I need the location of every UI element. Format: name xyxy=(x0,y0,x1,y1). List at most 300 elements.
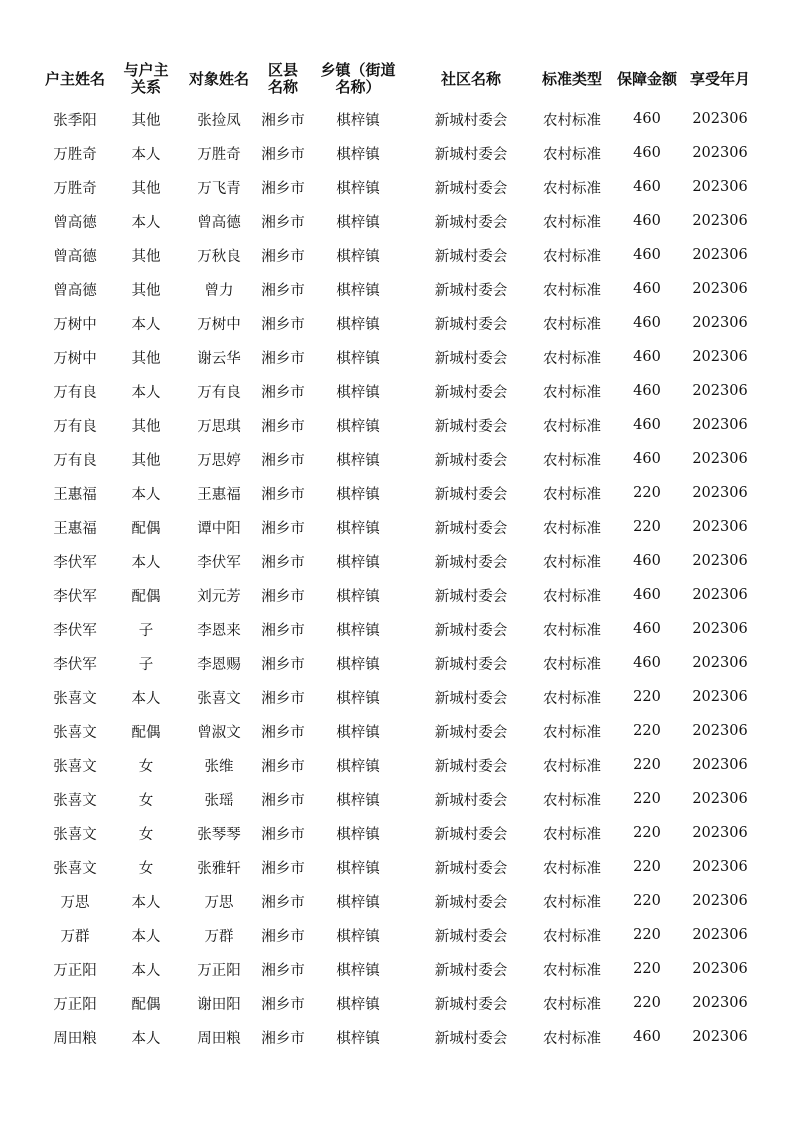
amount-cell: 220 xyxy=(633,825,661,841)
header-row xyxy=(37,56,757,102)
county-cell: 湘乡市 xyxy=(261,622,305,639)
householder-cell: 张喜文 xyxy=(53,826,97,843)
amount-cell: 220 xyxy=(633,859,661,875)
header-recipient: 对象姓名 xyxy=(188,69,249,88)
table-row xyxy=(37,850,757,884)
community-cell: 新城村委会 xyxy=(434,758,508,775)
amount-cell: 220 xyxy=(633,961,661,977)
relation-cell: 配偶 xyxy=(131,520,161,537)
householder-cell: 张喜文 xyxy=(53,792,97,809)
town-cell: 棋梓镇 xyxy=(336,962,380,979)
table-row xyxy=(37,714,757,748)
community-cell: 新城村委会 xyxy=(434,792,508,809)
standard-cell: 农村标准 xyxy=(543,384,601,401)
relation-cell: 其他 xyxy=(131,180,161,197)
table-row xyxy=(37,680,757,714)
householder-cell: 曾高德 xyxy=(53,282,97,299)
town-cell: 棋梓镇 xyxy=(336,724,380,741)
relation-cell: 其他 xyxy=(131,248,161,265)
table-row xyxy=(37,204,757,238)
householder-cell: 万有良 xyxy=(53,384,97,401)
amount-cell: 460 xyxy=(633,315,661,331)
standard-cell: 农村标准 xyxy=(543,758,601,775)
county-cell: 湘乡市 xyxy=(261,350,305,367)
county-cell: 湘乡市 xyxy=(261,520,305,537)
town-cell: 棋梓镇 xyxy=(336,1030,380,1047)
community-cell: 新城村委会 xyxy=(434,452,508,469)
community-cell: 新城村委会 xyxy=(434,554,508,571)
town-cell: 棋梓镇 xyxy=(336,384,380,401)
county-cell: 湘乡市 xyxy=(261,384,305,401)
town-cell: 棋梓镇 xyxy=(336,860,380,877)
community-cell: 新城村委会 xyxy=(434,384,508,401)
table-row xyxy=(37,476,757,510)
recipient-cell: 刘元芳 xyxy=(197,588,241,605)
town-cell: 棋梓镇 xyxy=(336,690,380,707)
householder-cell: 万有良 xyxy=(53,452,97,469)
table-row xyxy=(37,408,757,442)
householder-cell: 张季阳 xyxy=(53,112,97,129)
amount-cell: 460 xyxy=(633,383,661,399)
table-row xyxy=(37,918,757,952)
community-cell: 新城村委会 xyxy=(434,622,508,639)
county-cell: 湘乡市 xyxy=(261,452,305,469)
county-cell: 湘乡市 xyxy=(261,690,305,707)
standard-cell: 农村标准 xyxy=(543,690,601,707)
community-cell: 新城村委会 xyxy=(434,996,508,1013)
relation-cell: 其他 xyxy=(131,282,161,299)
period-cell: 202306 xyxy=(692,451,748,467)
relation-cell: 本人 xyxy=(131,690,161,707)
standard-cell: 农村标准 xyxy=(543,350,601,367)
period-cell: 202306 xyxy=(692,179,748,195)
table-row xyxy=(37,340,757,374)
amount-cell: 220 xyxy=(633,723,661,739)
recipient-cell: 万胜奇 xyxy=(197,146,241,163)
town-cell: 棋梓镇 xyxy=(336,214,380,231)
standard-cell: 农村标准 xyxy=(543,860,601,877)
assistance-roster-table xyxy=(37,56,757,1054)
period-cell: 202306 xyxy=(692,825,748,841)
community-cell: 新城村委会 xyxy=(434,316,508,333)
period-cell: 202306 xyxy=(692,349,748,365)
table-row xyxy=(37,136,757,170)
recipient-cell: 张捡凤 xyxy=(197,112,241,129)
householder-cell: 万胜奇 xyxy=(53,146,97,163)
recipient-cell: 曾力 xyxy=(204,282,234,299)
amount-cell: 220 xyxy=(633,689,661,705)
relation-cell: 女 xyxy=(138,826,154,843)
period-cell: 202306 xyxy=(692,587,748,603)
town-cell: 棋梓镇 xyxy=(336,146,380,163)
recipient-cell: 张维 xyxy=(204,758,234,775)
county-cell: 湘乡市 xyxy=(261,928,305,945)
householder-cell: 万群 xyxy=(60,928,90,945)
standard-cell: 农村标准 xyxy=(543,282,601,299)
relation-cell: 子 xyxy=(138,656,154,673)
relation-cell: 子 xyxy=(138,622,154,639)
community-cell: 新城村委会 xyxy=(434,350,508,367)
county-cell: 湘乡市 xyxy=(261,826,305,843)
relation-cell: 女 xyxy=(138,792,154,809)
householder-cell: 张喜文 xyxy=(53,690,97,707)
amount-cell: 460 xyxy=(633,417,661,433)
county-cell: 湘乡市 xyxy=(261,180,305,197)
recipient-cell: 曾淑文 xyxy=(197,724,241,741)
header-relation xyxy=(113,56,179,102)
community-cell: 新城村委会 xyxy=(434,894,508,911)
county-cell: 湘乡市 xyxy=(261,418,305,435)
community-cell: 新城村委会 xyxy=(434,180,508,197)
relation-cell: 本人 xyxy=(131,214,161,231)
period-cell: 202306 xyxy=(692,961,748,977)
householder-cell: 李伏军 xyxy=(53,554,97,571)
header-town-line1: 乡镇（街道 xyxy=(320,61,396,79)
period-cell: 202306 xyxy=(692,757,748,773)
town-cell: 棋梓镇 xyxy=(336,996,380,1013)
county-cell: 湘乡市 xyxy=(261,758,305,775)
table-row xyxy=(37,578,757,612)
town-cell: 棋梓镇 xyxy=(336,894,380,911)
recipient-cell: 万正阳 xyxy=(197,962,241,979)
community-cell: 新城村委会 xyxy=(434,520,508,537)
period-cell: 202306 xyxy=(692,621,748,637)
community-cell: 新城村委会 xyxy=(434,418,508,435)
county-cell: 湘乡市 xyxy=(261,792,305,809)
period-cell: 202306 xyxy=(692,145,748,161)
recipient-cell: 万思琪 xyxy=(197,418,241,435)
standard-cell: 农村标准 xyxy=(543,1030,601,1047)
recipient-cell: 万树中 xyxy=(197,316,241,333)
recipient-cell: 李伏军 xyxy=(197,554,241,571)
community-cell: 新城村委会 xyxy=(434,656,508,673)
county-cell: 湘乡市 xyxy=(261,962,305,979)
county-cell: 湘乡市 xyxy=(261,554,305,571)
town-cell: 棋梓镇 xyxy=(336,554,380,571)
county-cell: 湘乡市 xyxy=(261,112,305,129)
recipient-cell: 谢云华 xyxy=(197,350,241,367)
householder-cell: 王惠福 xyxy=(53,486,97,503)
community-cell: 新城村委会 xyxy=(434,724,508,741)
community-cell: 新城村委会 xyxy=(434,860,508,877)
community-cell: 新城村委会 xyxy=(434,282,508,299)
relation-cell: 本人 xyxy=(131,384,161,401)
town-cell: 棋梓镇 xyxy=(336,452,380,469)
community-cell: 新城村委会 xyxy=(434,588,508,605)
community-cell: 新城村委会 xyxy=(434,1030,508,1047)
county-cell: 湘乡市 xyxy=(261,996,305,1013)
recipient-cell: 张瑶 xyxy=(204,792,234,809)
amount-cell: 460 xyxy=(633,145,661,161)
town-cell: 棋梓镇 xyxy=(336,282,380,299)
standard-cell: 农村标准 xyxy=(543,112,601,129)
community-cell: 新城村委会 xyxy=(434,826,508,843)
amount-cell: 220 xyxy=(633,485,661,501)
town-cell: 棋梓镇 xyxy=(336,758,380,775)
header-householder: 户主姓名 xyxy=(44,69,105,88)
header-amount: 保障金额 xyxy=(616,69,677,88)
recipient-cell: 万秋良 xyxy=(197,248,241,265)
table-row xyxy=(37,306,757,340)
amount-cell: 460 xyxy=(633,247,661,263)
county-cell: 湘乡市 xyxy=(261,316,305,333)
county-cell: 湘乡市 xyxy=(261,588,305,605)
period-cell: 202306 xyxy=(692,315,748,331)
standard-cell: 农村标准 xyxy=(543,316,601,333)
period-cell: 202306 xyxy=(692,553,748,569)
table-header xyxy=(37,56,757,102)
standard-cell: 农村标准 xyxy=(543,520,601,537)
town-cell: 棋梓镇 xyxy=(336,316,380,333)
relation-cell: 配偶 xyxy=(131,588,161,605)
recipient-cell: 周田粮 xyxy=(197,1030,241,1047)
recipient-cell: 曾高德 xyxy=(197,214,241,231)
county-cell: 湘乡市 xyxy=(261,214,305,231)
county-cell: 湘乡市 xyxy=(261,282,305,299)
county-cell: 湘乡市 xyxy=(261,248,305,265)
standard-cell: 农村标准 xyxy=(543,248,601,265)
table-row xyxy=(37,374,757,408)
table-row xyxy=(37,544,757,578)
town-cell: 棋梓镇 xyxy=(336,248,380,265)
recipient-cell: 万有良 xyxy=(197,384,241,401)
householder-cell: 张喜文 xyxy=(53,724,97,741)
householder-cell: 李伏军 xyxy=(53,622,97,639)
standard-cell: 农村标准 xyxy=(543,180,601,197)
standard-cell: 农村标准 xyxy=(543,622,601,639)
householder-cell: 万思 xyxy=(60,894,90,911)
table-row xyxy=(37,816,757,850)
standard-cell: 农村标准 xyxy=(543,996,601,1013)
table-row xyxy=(37,1020,757,1054)
recipient-cell: 张琴琴 xyxy=(197,826,241,843)
period-cell: 202306 xyxy=(692,213,748,229)
town-cell: 棋梓镇 xyxy=(336,656,380,673)
standard-cell: 农村标准 xyxy=(543,214,601,231)
town-cell: 棋梓镇 xyxy=(336,792,380,809)
recipient-cell: 谢田阳 xyxy=(197,996,241,1013)
town-cell: 棋梓镇 xyxy=(336,622,380,639)
community-cell: 新城村委会 xyxy=(434,962,508,979)
amount-cell: 460 xyxy=(633,349,661,365)
standard-cell: 农村标准 xyxy=(543,452,601,469)
amount-cell: 220 xyxy=(633,519,661,535)
town-cell: 棋梓镇 xyxy=(336,928,380,945)
community-cell: 新城村委会 xyxy=(434,112,508,129)
relation-cell: 配偶 xyxy=(131,996,161,1013)
community-cell: 新城村委会 xyxy=(434,928,508,945)
table-body xyxy=(37,102,757,1054)
period-cell: 202306 xyxy=(692,519,748,535)
table-row xyxy=(37,272,757,306)
householder-cell: 万树中 xyxy=(53,316,97,333)
amount-cell: 460 xyxy=(633,587,661,603)
town-cell: 棋梓镇 xyxy=(336,486,380,503)
householder-cell: 李伏军 xyxy=(53,656,97,673)
period-cell: 202306 xyxy=(692,927,748,943)
amount-cell: 460 xyxy=(633,621,661,637)
header-county-line1: 区县 xyxy=(267,61,298,79)
householder-cell: 周田粮 xyxy=(53,1030,97,1047)
standard-cell: 农村标准 xyxy=(543,554,601,571)
county-cell: 湘乡市 xyxy=(261,894,305,911)
amount-cell: 460 xyxy=(633,1029,661,1045)
period-cell: 202306 xyxy=(692,893,748,909)
relation-cell: 女 xyxy=(138,758,154,775)
table-row xyxy=(37,748,757,782)
householder-cell: 李伏军 xyxy=(53,588,97,605)
period-cell: 202306 xyxy=(692,247,748,263)
standard-cell: 农村标准 xyxy=(543,588,601,605)
community-cell: 新城村委会 xyxy=(434,486,508,503)
header-county-line2: 名称 xyxy=(267,78,298,96)
householder-cell: 曾高德 xyxy=(53,214,97,231)
county-cell: 湘乡市 xyxy=(261,656,305,673)
period-cell: 202306 xyxy=(692,995,748,1011)
relation-cell: 其他 xyxy=(131,418,161,435)
householder-cell: 万正阳 xyxy=(53,962,97,979)
table-row xyxy=(37,782,757,816)
table-row xyxy=(37,646,757,680)
header-relation-line1: 与户主 xyxy=(123,61,169,79)
relation-cell: 本人 xyxy=(131,962,161,979)
table-row xyxy=(37,442,757,476)
town-cell: 棋梓镇 xyxy=(336,588,380,605)
community-cell: 新城村委会 xyxy=(434,248,508,265)
recipient-cell: 张雅轩 xyxy=(197,860,241,877)
community-cell: 新城村委会 xyxy=(434,214,508,231)
amount-cell: 460 xyxy=(633,553,661,569)
amount-cell: 220 xyxy=(633,927,661,943)
relation-cell: 本人 xyxy=(131,1030,161,1047)
relation-cell: 本人 xyxy=(131,146,161,163)
table-row xyxy=(37,986,757,1020)
householder-cell: 王惠福 xyxy=(53,520,97,537)
amount-cell: 220 xyxy=(633,893,661,909)
amount-cell: 460 xyxy=(633,179,661,195)
period-cell: 202306 xyxy=(692,383,748,399)
town-cell: 棋梓镇 xyxy=(336,350,380,367)
town-cell: 棋梓镇 xyxy=(336,520,380,537)
recipient-cell: 李恩来 xyxy=(197,622,241,639)
table-row xyxy=(37,238,757,272)
standard-cell: 农村标准 xyxy=(543,486,601,503)
standard-cell: 农村标准 xyxy=(543,792,601,809)
standard-cell: 农村标准 xyxy=(543,146,601,163)
householder-cell: 张喜文 xyxy=(53,860,97,877)
relation-cell: 其他 xyxy=(131,452,161,469)
recipient-cell: 万思 xyxy=(204,894,234,911)
period-cell: 202306 xyxy=(692,655,748,671)
standard-cell: 农村标准 xyxy=(543,826,601,843)
relation-cell: 本人 xyxy=(131,316,161,333)
standard-cell: 农村标准 xyxy=(543,962,601,979)
standard-cell: 农村标准 xyxy=(543,894,601,911)
relation-cell: 其他 xyxy=(131,350,161,367)
table-row xyxy=(37,952,757,986)
standard-cell: 农村标准 xyxy=(543,418,601,435)
recipient-cell: 谭中阳 xyxy=(197,520,241,537)
header-relation-line2: 关系 xyxy=(130,78,161,96)
county-cell: 湘乡市 xyxy=(261,1030,305,1047)
recipient-cell: 张喜文 xyxy=(197,690,241,707)
header-town xyxy=(307,56,409,102)
header-community: 社区名称 xyxy=(440,69,501,88)
community-cell: 新城村委会 xyxy=(434,690,508,707)
standard-cell: 农村标准 xyxy=(543,724,601,741)
table-row xyxy=(37,102,757,136)
relation-cell: 其他 xyxy=(131,112,161,129)
period-cell: 202306 xyxy=(692,1029,748,1045)
amount-cell: 220 xyxy=(633,995,661,1011)
householder-cell: 张喜文 xyxy=(53,758,97,775)
period-cell: 202306 xyxy=(692,689,748,705)
householder-cell: 万树中 xyxy=(53,350,97,367)
recipient-cell: 万群 xyxy=(204,928,234,945)
town-cell: 棋梓镇 xyxy=(336,826,380,843)
table-row xyxy=(37,612,757,646)
recipient-cell: 李恩赐 xyxy=(197,656,241,673)
amount-cell: 460 xyxy=(633,111,661,127)
period-cell: 202306 xyxy=(692,417,748,433)
amount-cell: 220 xyxy=(633,791,661,807)
header-period: 享受年月 xyxy=(689,69,750,88)
table-row xyxy=(37,170,757,204)
header-town-line2: 名称） xyxy=(335,78,381,96)
recipient-cell: 万思婷 xyxy=(197,452,241,469)
period-cell: 202306 xyxy=(692,791,748,807)
recipient-cell: 万飞青 xyxy=(197,180,241,197)
householder-cell: 万有良 xyxy=(53,418,97,435)
relation-cell: 女 xyxy=(138,860,154,877)
relation-cell: 本人 xyxy=(131,486,161,503)
county-cell: 湘乡市 xyxy=(261,486,305,503)
document-page xyxy=(37,56,757,1054)
recipient-cell: 王惠福 xyxy=(197,486,241,503)
amount-cell: 460 xyxy=(633,281,661,297)
county-cell: 湘乡市 xyxy=(261,860,305,877)
table-row xyxy=(37,510,757,544)
relation-cell: 本人 xyxy=(131,894,161,911)
standard-cell: 农村标准 xyxy=(543,928,601,945)
county-cell: 湘乡市 xyxy=(261,146,305,163)
householder-cell: 万正阳 xyxy=(53,996,97,1013)
community-cell: 新城村委会 xyxy=(434,146,508,163)
table-row xyxy=(37,884,757,918)
relation-cell: 本人 xyxy=(131,554,161,571)
town-cell: 棋梓镇 xyxy=(336,112,380,129)
householder-cell: 万胜奇 xyxy=(53,180,97,197)
householder-cell: 曾高德 xyxy=(53,248,97,265)
standard-cell: 农村标准 xyxy=(543,656,601,673)
county-cell: 湘乡市 xyxy=(261,724,305,741)
header-county xyxy=(259,56,307,102)
period-cell: 202306 xyxy=(692,485,748,501)
town-cell: 棋梓镇 xyxy=(336,180,380,197)
period-cell: 202306 xyxy=(692,859,748,875)
period-cell: 202306 xyxy=(692,111,748,127)
header-standard: 标准类型 xyxy=(541,69,602,88)
amount-cell: 460 xyxy=(633,451,661,467)
relation-cell: 本人 xyxy=(131,928,161,945)
amount-cell: 460 xyxy=(633,655,661,671)
town-cell: 棋梓镇 xyxy=(336,418,380,435)
amount-cell: 460 xyxy=(633,213,661,229)
relation-cell: 配偶 xyxy=(131,724,161,741)
period-cell: 202306 xyxy=(692,281,748,297)
period-cell: 202306 xyxy=(692,723,748,739)
amount-cell: 220 xyxy=(633,757,661,773)
